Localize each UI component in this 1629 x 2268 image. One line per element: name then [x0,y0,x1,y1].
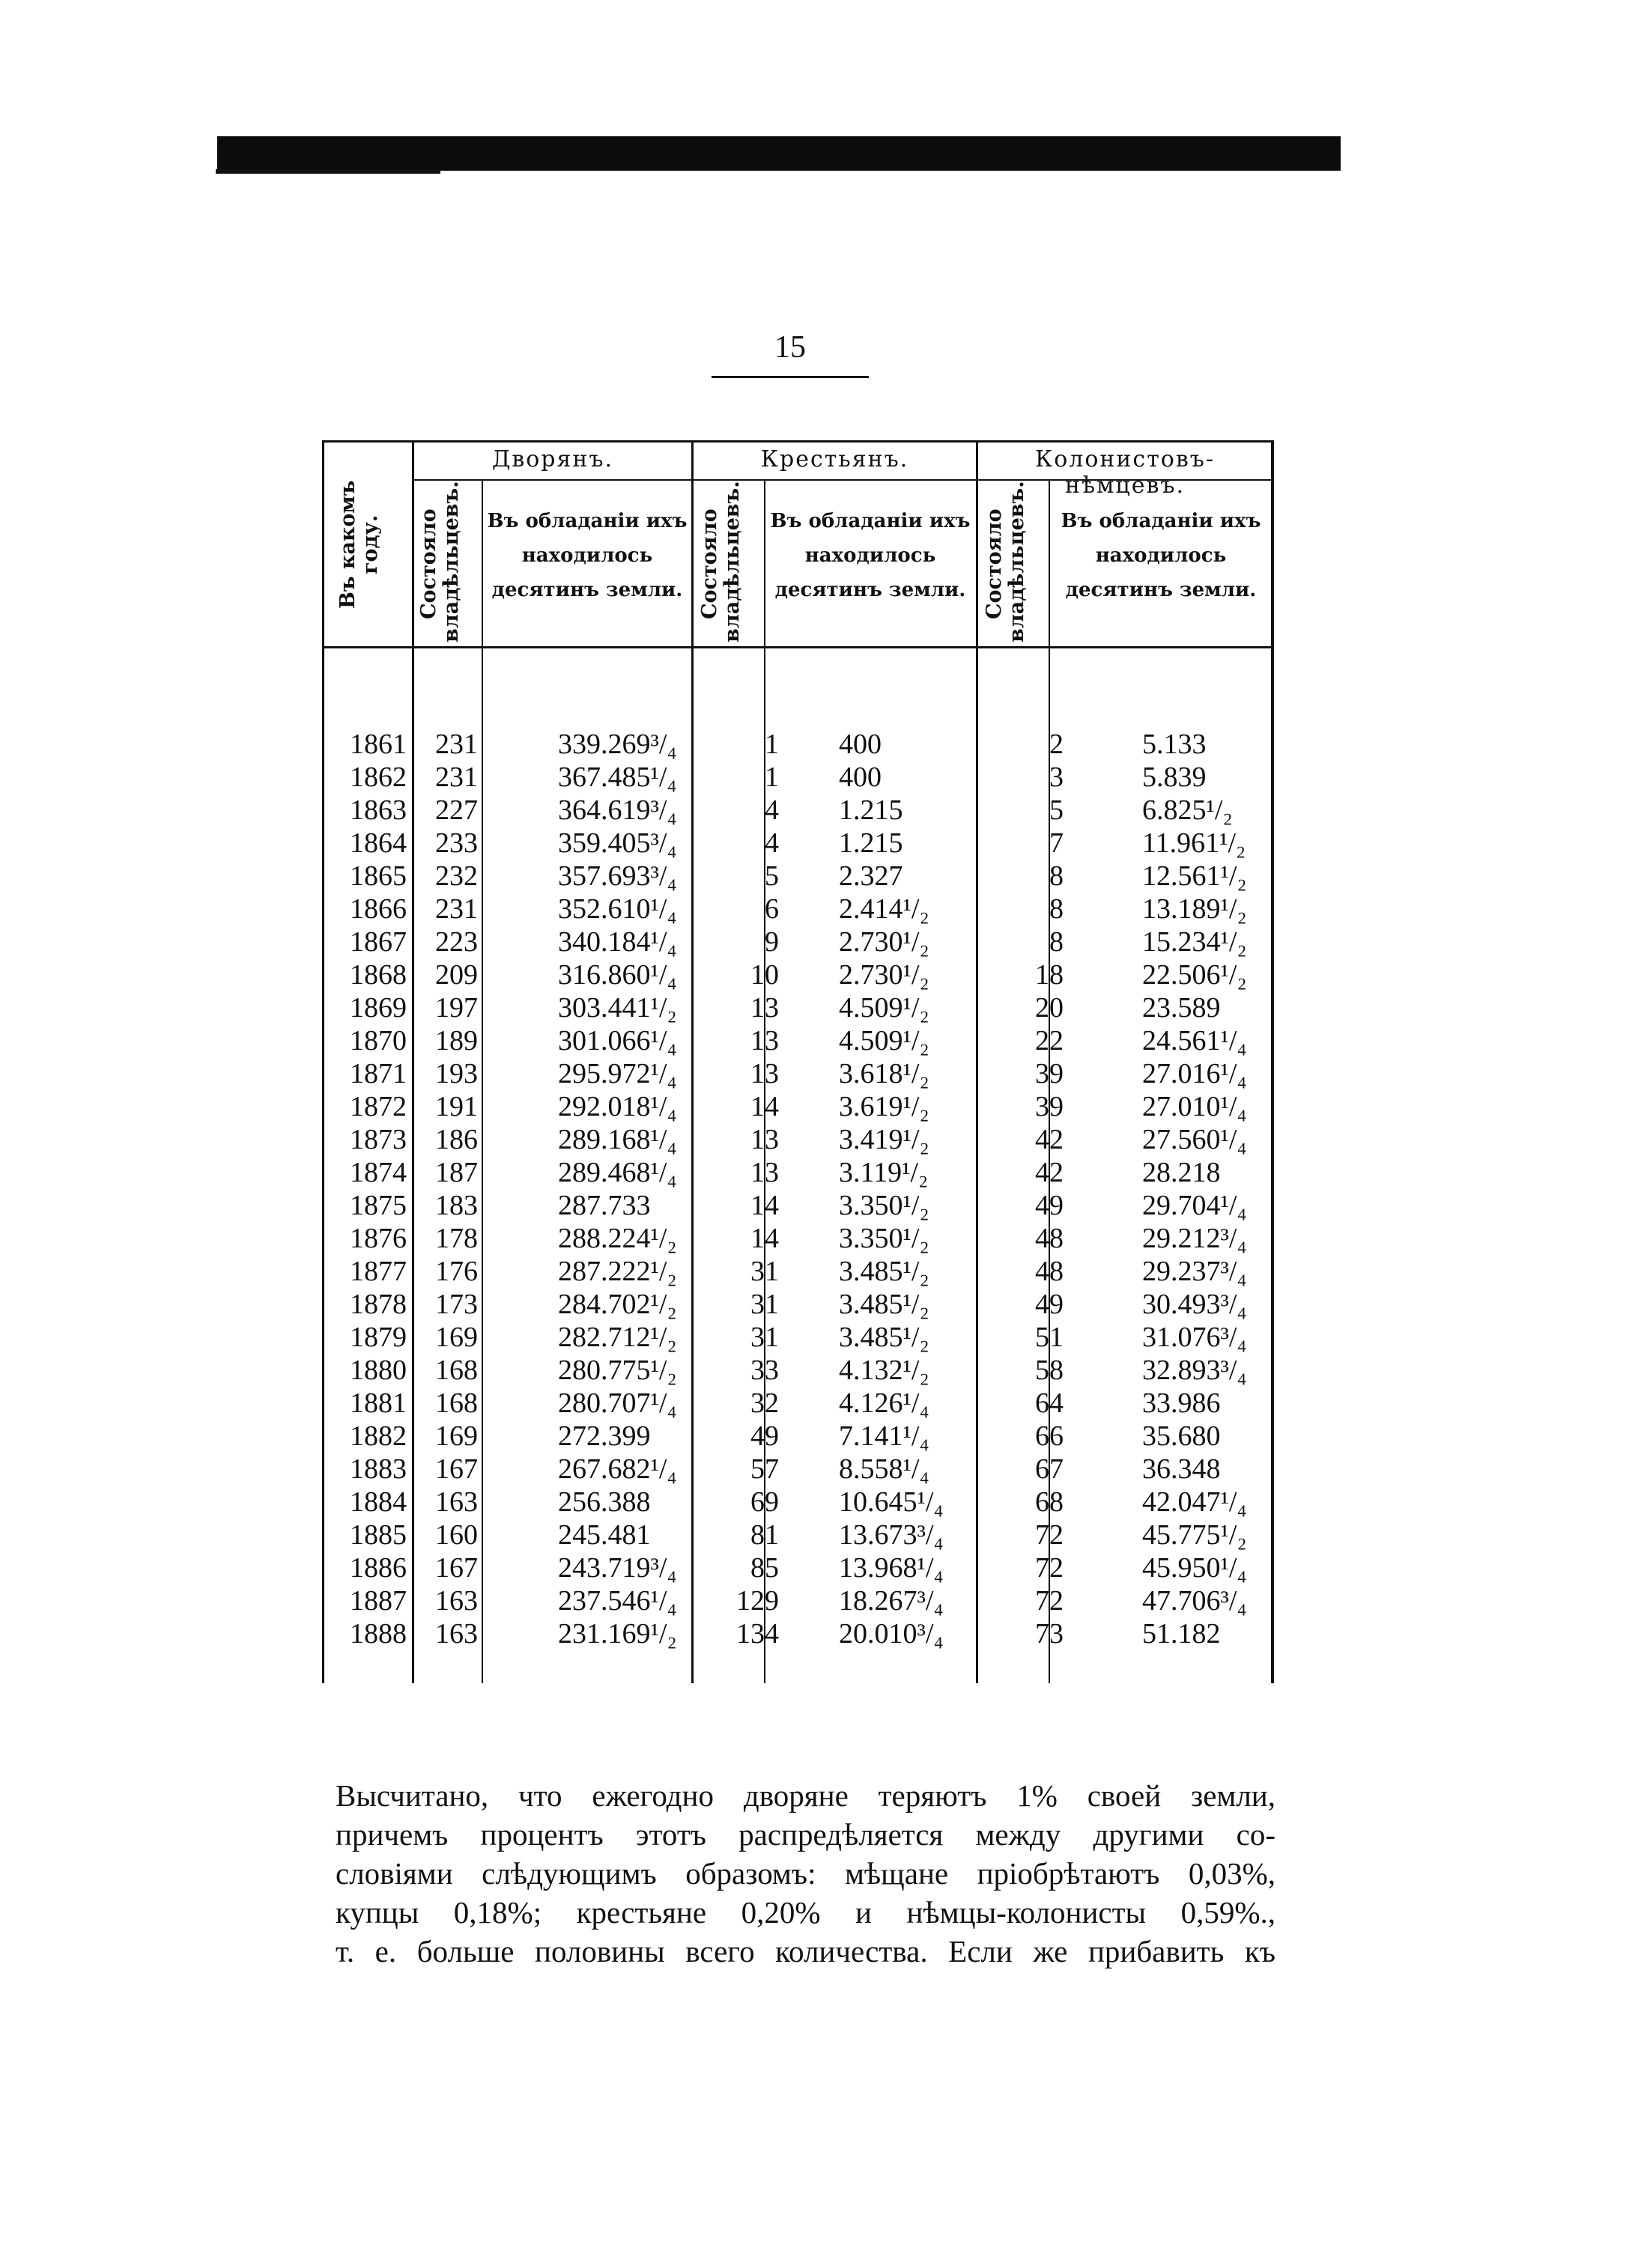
year-cell: 1871 [350,1058,407,1089]
year-cell: 1882 [350,1420,407,1452]
kolonisty-land-cell: 47.706³/₄ [1142,1585,1247,1617]
group-title-dvoryan: Дворянъ. [491,446,614,472]
land-ownership-table [322,440,1273,1683]
dvoryan-land-cell: 316.860¹/₄ [558,959,677,991]
krestyan-owners-cell: 134 [736,1618,779,1650]
dvoryan-land-cell: 282.712¹/₂ [558,1322,677,1353]
krestyan-land-cell: 13.673³/₄ [839,1519,944,1551]
kolonisty-owners-cell: 39 [1035,1058,1064,1089]
kolonisty-land-cell: 36.348 [1142,1453,1221,1485]
krestyan-owners-cell: 69 [750,1486,779,1518]
table-row [322,728,1273,761]
kolonisty-owners-cell: 42 [1035,1124,1064,1155]
kolonisty-land-cell: 27.560¹/₄ [1142,1124,1247,1155]
table-row [322,1222,1273,1255]
kolonisty-owners-cell: 39 [1035,1091,1064,1122]
dvoryan-owners-cell: 193 [435,1058,478,1089]
krestyan-owners-cell: 13 [750,992,779,1024]
kolonisty-land-cell: 51.182 [1142,1618,1221,1650]
dvoryan-owners-cell: 168 [435,1387,478,1419]
year-cell: 1861 [350,729,407,760]
dvoryan-land-cell: 357.693³/₄ [558,860,677,892]
krestyan-land-cell: 3.419¹/₂ [839,1124,929,1155]
krestyan-owners-cell: 57 [750,1453,779,1485]
krestyan-land-cell: 3.350¹/₂ [839,1190,929,1221]
year-cell: 1873 [350,1124,407,1155]
year-cell: 1868 [350,959,407,991]
dvoryan-owners-cell: 189 [435,1025,478,1057]
dvoryan-land-cell: 231.169¹/₂ [558,1618,677,1650]
dvoryan-land-cell: 340.184¹/₄ [558,926,677,958]
dvoryan-land-cell: 272.399 [558,1420,651,1452]
kolonisty-owners-cell: 7 [1049,827,1064,859]
kolonisty-land-cell: 5.839 [1142,761,1207,793]
table-row [322,893,1273,925]
krestyan-land-cell: 13.968¹/₄ [839,1552,944,1584]
table-row [322,1057,1273,1090]
dvoryan-owners-cell: 163 [435,1486,478,1518]
dvoryan-owners-cell: 183 [435,1190,478,1221]
krestyan-land-cell: 4.132¹/₂ [839,1355,929,1386]
dvoryan-land-cell: 303.441¹/₂ [558,992,677,1024]
ko-owners-header: Состояло владѣльцевъ. [983,481,1028,642]
dvoryan-land-cell: 280.775¹/₂ [558,1355,677,1386]
kolonisty-owners-cell: 67 [1035,1453,1064,1485]
krestyan-owners-cell: 13 [750,1124,779,1155]
krestyan-owners-cell: 1 [765,729,779,760]
dvoryan-owners-cell: 233 [435,827,478,859]
krestyan-owners-cell: 129 [736,1585,779,1617]
krestyan-owners-cell: 14 [750,1091,779,1122]
dvoryan-owners-cell: 178 [435,1223,478,1254]
dvoryan-owners-cell: 227 [435,794,478,826]
header-bottom-rule [322,646,1273,648]
kolonisty-owners-cell: 49 [1035,1289,1064,1320]
dvoryan-land-cell: 243.719³/₄ [558,1552,677,1584]
year-cell: 1864 [350,827,407,859]
year-cell: 1862 [350,761,407,793]
krestyan-owners-cell: 14 [750,1223,779,1254]
kolonisty-land-cell: 22.506¹/₂ [1142,959,1247,991]
body-paragraph [336,1776,1275,1971]
kolonisty-owners-cell: 3 [1049,761,1064,793]
dvoryan-land-cell: 287.733 [558,1190,651,1221]
group-title-krestyan: Крестьянъ. [760,446,909,472]
dvoryan-owners-cell: 167 [435,1552,478,1584]
year-cell: 1869 [350,992,407,1024]
kolonisty-land-cell: 15.234¹/₂ [1142,926,1247,958]
krestyan-owners-cell: 13 [750,1157,779,1188]
kolonisty-owners-cell: 72 [1035,1552,1064,1584]
krestyan-land-cell: 2.730¹/₂ [839,959,929,991]
kolonisty-owners-cell: 18 [1035,959,1064,991]
paragraph-line: купцы 0,18%; крестьяне 0,20% и нѣмцы-колонисты 0,59%., [336,1895,1275,1930]
kolonisty-owners-cell: 2 [1049,729,1064,760]
kolonisty-owners-cell: 72 [1035,1519,1064,1551]
krestyan-land-cell: 400 [839,761,882,793]
year-cell: 1875 [350,1190,407,1221]
kolonisty-land-cell: 13.189¹/₂ [1142,893,1247,925]
table-row [322,1189,1273,1222]
kolonisty-owners-cell: 42 [1035,1157,1064,1188]
table-row [322,1617,1273,1650]
krestyan-owners-cell: 13 [750,1058,779,1089]
kolonisty-land-cell: 35.680 [1142,1420,1221,1452]
dvoryan-land-cell: 295.972¹/₄ [558,1058,677,1089]
kolonisty-owners-cell: 8 [1049,860,1064,892]
kolonisty-owners-cell: 48 [1035,1223,1064,1254]
table-row [322,860,1273,893]
dvoryan-land-cell: 292.018¹/₄ [558,1091,677,1122]
krestyan-land-cell: 3.350¹/₂ [839,1223,929,1254]
dvoryan-land-cell: 359.405³/₄ [558,827,677,859]
dvoryan-owners-cell: 223 [435,926,478,958]
kolonisty-land-cell: 33.986 [1142,1387,1221,1419]
dvoryan-owners-cell: 232 [435,860,478,892]
dvoryan-land-cell: 284.702¹/₂ [558,1289,677,1320]
krestyan-owners-cell: 14 [750,1190,779,1221]
krestyan-land-cell: 3.618¹/₂ [839,1058,929,1089]
table-row [322,958,1273,991]
kolonisty-land-cell: 27.016¹/₄ [1142,1058,1247,1089]
kolonisty-land-cell: 29.704¹/₄ [1142,1190,1247,1221]
year-cell: 1865 [350,860,407,892]
kolonisty-land-cell: 27.010¹/₄ [1142,1091,1247,1122]
dvoryan-land-cell: 289.468¹/₄ [558,1157,677,1188]
year-cell: 1880 [350,1355,407,1386]
krestyan-owners-cell: 13 [750,1025,779,1057]
krestyan-land-cell: 2.414¹/₂ [839,893,929,925]
dvoryan-owners-cell: 231 [435,761,478,793]
kolonisty-land-cell: 12.561¹/₂ [1142,860,1247,892]
krestyan-owners-cell: 10 [750,959,779,991]
kolonisty-land-cell: 29.237³/₄ [1142,1256,1247,1287]
kolonisty-land-cell: 5.133 [1142,729,1207,760]
year-cell: 1867 [350,926,407,958]
dvoryan-owners-cell: 231 [435,893,478,925]
dvoryan-owners-cell: 186 [435,1124,478,1155]
kr-land-header: Въ обладаніи ихъ находилось десятинъ земли. [770,510,971,601]
table-row [322,1486,1273,1518]
kolonisty-owners-cell: 64 [1035,1387,1064,1419]
table-row [322,1518,1273,1551]
krestyan-owners-cell: 6 [765,893,779,925]
dv-land-header: Въ обладаніи ихъ находилось десятинъ земли. [487,510,688,601]
kolonisty-land-cell: 24.561¹/₄ [1142,1025,1247,1057]
dvoryan-land-cell: 245.481 [558,1519,651,1551]
table-row [322,1584,1273,1617]
kolonisty-land-cell: 32.893³/₄ [1142,1355,1247,1386]
dvoryan-land-cell: 364.619³/₄ [558,794,677,826]
dvoryan-land-cell: 256.388 [558,1486,651,1518]
krestyan-owners-cell: 4 [765,794,779,826]
kolonisty-land-cell: 30.493³/₄ [1142,1289,1247,1320]
krestyan-land-cell: 18.267³/₄ [839,1585,944,1617]
year-cell: 1886 [350,1552,407,1584]
krestyan-land-cell: 3.485¹/₂ [839,1289,929,1320]
year-cell: 1881 [350,1387,407,1419]
dvoryan-owners-cell: 167 [435,1453,478,1485]
scan-edge-bar [217,136,1341,171]
dvoryan-land-cell: 339.269³/₄ [558,729,677,760]
krestyan-owners-cell: 31 [750,1322,779,1353]
group-title-kolonisty: Колонистовъ-нѣмцевъ. [1035,446,1215,499]
krestyan-owners-cell: 33 [750,1355,779,1386]
kolonisty-land-cell: 28.218 [1142,1157,1221,1188]
dvoryan-land-cell: 352.610¹/₄ [558,893,677,925]
dvoryan-owners-cell: 163 [435,1585,478,1617]
kolonisty-owners-cell: 51 [1035,1322,1064,1353]
kolonisty-land-cell: 45.950¹/₄ [1142,1552,1247,1584]
krestyan-land-cell: 4.509¹/₂ [839,992,929,1024]
krestyan-land-cell: 3.485¹/₂ [839,1256,929,1287]
kolonisty-land-cell: 42.047¹/₄ [1142,1486,1247,1518]
ko-land-header: Въ обладаніи ихъ находилось десятинъ земли. [1061,510,1261,601]
krestyan-owners-cell: 4 [765,827,779,859]
kolonisty-owners-cell: 68 [1035,1486,1064,1518]
kolonisty-owners-cell: 8 [1049,893,1064,925]
krestyan-owners-cell: 9 [765,926,779,958]
table-row [322,1288,1273,1321]
year-cell: 1885 [350,1519,407,1551]
paragraph-line: Высчитано, что ежегодно дворяне теряютъ 1% своей земли, [336,1778,1275,1813]
kr-owners-header: Состояло владѣльцевъ. [698,481,744,642]
table-row [322,794,1273,827]
krestyan-land-cell: 3.485¹/₂ [839,1322,929,1353]
dvoryan-owners-cell: 176 [435,1256,478,1287]
paragraph-line: причемъ процентъ этотъ распредѣляется между другими со- [336,1817,1275,1852]
page-number: 15 [774,330,806,365]
table-row [322,1420,1273,1453]
year-cell: 1866 [350,893,407,925]
krestyan-land-cell: 2.327 [839,860,903,892]
table-row [322,1024,1273,1057]
dvoryan-land-cell: 280.707¹/₄ [558,1387,677,1419]
krestyan-land-cell: 4.126¹/₄ [839,1387,929,1419]
page-number-rule [712,376,869,378]
year-cell: 1884 [350,1486,407,1518]
krestyan-land-cell: 1.215 [839,827,903,859]
scan-edge-bar-thin [216,169,440,174]
kolonisty-owners-cell: 66 [1035,1420,1064,1452]
dvoryan-land-cell: 237.546¹/₄ [558,1585,677,1617]
year-header: Въ какомъ году. [336,480,382,609]
year-cell: 1876 [350,1223,407,1254]
dvoryan-owners-cell: 163 [435,1618,478,1650]
table-row [322,761,1273,794]
table-row [322,1321,1273,1354]
dvoryan-land-cell: 301.066¹/₄ [558,1025,677,1057]
kolonisty-owners-cell: 22 [1035,1025,1064,1057]
table-row [322,925,1273,958]
table-row [322,1123,1273,1156]
year-cell: 1870 [350,1025,407,1057]
kolonisty-owners-cell: 58 [1035,1355,1064,1386]
dvoryan-owners-cell: 168 [435,1355,478,1386]
krestyan-land-cell: 20.010³/₄ [839,1618,944,1650]
dvoryan-land-cell: 367.485¹/₄ [558,761,677,793]
year-cell: 1883 [350,1453,407,1485]
dvoryan-owners-cell: 187 [435,1157,478,1188]
krestyan-owners-cell: 31 [750,1289,779,1320]
dvoryan-land-cell: 289.168¹/₄ [558,1124,677,1155]
kolonisty-land-cell: 11.961¹/₂ [1142,827,1246,859]
krestyan-land-cell: 3.619¹/₂ [839,1091,929,1122]
table-top-border [322,440,1273,443]
table-row [322,1551,1273,1584]
krestyan-land-cell: 400 [839,729,882,760]
table-row [322,1090,1273,1123]
dvoryan-land-cell: 288.224¹/₂ [558,1223,677,1254]
dvoryan-owners-cell: 160 [435,1519,478,1551]
dvoryan-owners-cell: 173 [435,1289,478,1320]
krestyan-owners-cell: 5 [765,860,779,892]
table-row [322,1255,1273,1288]
krestyan-owners-cell: 85 [750,1552,779,1584]
table-row [322,1354,1273,1387]
krestyan-owners-cell: 32 [750,1387,779,1419]
paragraph-line: т. е. больше половины всего количества. Если же прибавить къ [336,1934,1275,1968]
table-row [322,827,1273,860]
kolonisty-land-cell: 31.076³/₄ [1142,1322,1247,1353]
kolonisty-land-cell: 23.589 [1142,992,1221,1024]
table-row [322,1156,1273,1189]
dvoryan-owners-cell: 191 [435,1091,478,1122]
year-cell: 1888 [350,1618,407,1650]
kolonisty-owners-cell: 5 [1049,794,1064,826]
kolonisty-land-cell: 6.825¹/₂ [1142,794,1233,826]
kolonisty-land-cell: 45.775¹/₂ [1142,1519,1247,1551]
year-cell: 1863 [350,794,407,826]
dvoryan-owners-cell: 169 [435,1322,478,1353]
kolonisty-owners-cell: 73 [1035,1618,1064,1650]
dvoryan-owners-cell: 209 [435,959,478,991]
kolonisty-owners-cell: 20 [1035,992,1064,1024]
kolonisty-owners-cell: 49 [1035,1190,1064,1221]
year-cell: 1872 [350,1091,407,1122]
krestyan-land-cell: 7.141¹/₄ [839,1420,929,1452]
krestyan-land-cell: 2.730¹/₂ [839,926,929,958]
dvoryan-land-cell: 267.682¹/₄ [558,1453,677,1485]
year-cell: 1878 [350,1289,407,1320]
year-cell: 1874 [350,1157,407,1188]
dvoryan-owners-cell: 169 [435,1420,478,1452]
krestyan-land-cell: 10.645¹/₄ [839,1486,944,1518]
dv-owners-header: Состояло владѣльцевъ. [417,481,463,642]
krestyan-owners-cell: 49 [750,1420,779,1452]
krestyan-owners-cell: 1 [765,761,779,793]
krestyan-owners-cell: 31 [750,1256,779,1287]
table-row [322,1387,1273,1420]
krestyan-land-cell: 3.119¹/₂ [839,1157,929,1188]
table-row [322,1453,1273,1486]
year-cell: 1887 [350,1585,407,1617]
krestyan-land-cell: 4.509¹/₂ [839,1025,929,1057]
dvoryan-owners-cell: 197 [435,992,478,1024]
krestyan-land-cell: 1.215 [839,794,903,826]
kolonisty-owners-cell: 8 [1049,926,1064,958]
kolonisty-land-cell: 29.212³/₄ [1142,1223,1247,1254]
krestyan-owners-cell: 81 [750,1519,779,1551]
dvoryan-land-cell: 287.222¹/₂ [558,1256,677,1287]
paragraph-line: словіями слѣдующимъ образомъ: мѣщане пріобрѣтаютъ 0,03%, [336,1856,1275,1891]
krestyan-land-cell: 8.558¹/₄ [839,1453,929,1485]
year-cell: 1877 [350,1256,407,1287]
year-cell: 1879 [350,1322,407,1353]
kolonisty-owners-cell: 72 [1035,1585,1064,1617]
table-row [322,991,1273,1024]
dvoryan-owners-cell: 231 [435,729,478,760]
kolonisty-owners-cell: 48 [1035,1256,1064,1287]
